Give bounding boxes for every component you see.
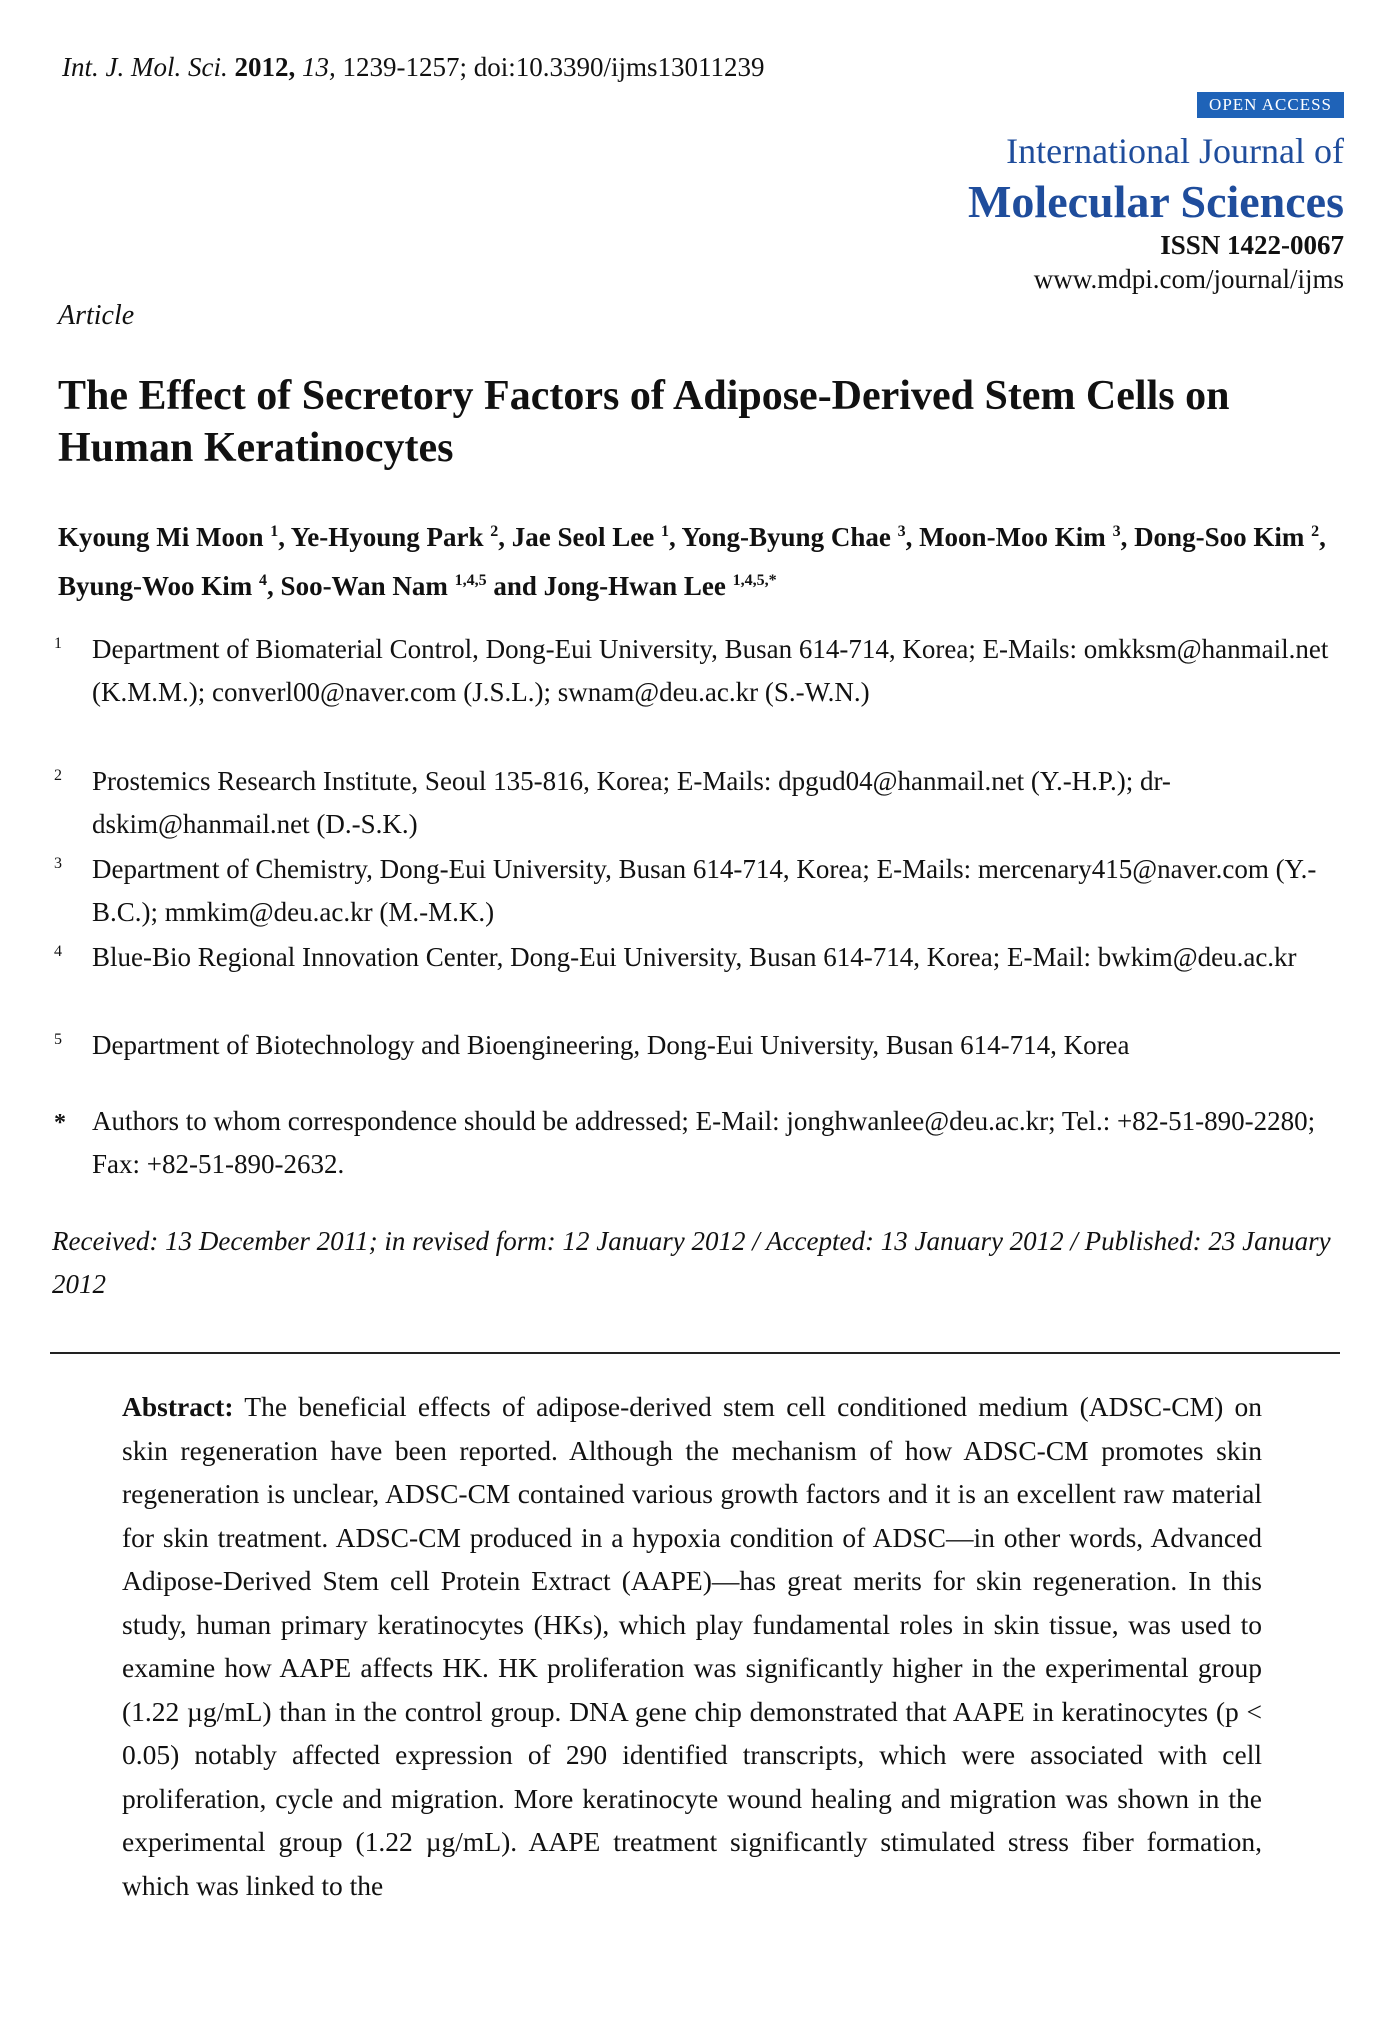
journal-website-link[interactable]: www.mdpi.com/journal/ijms [1033,264,1344,294]
author-affiliation-marker: 1 [661,523,670,540]
author-affiliation-marker: 2 [1311,523,1320,540]
open-access-badge: OPEN ACCESS [1197,92,1344,118]
citation-line [62,52,764,83]
affiliation-item [54,936,1354,979]
author-name: Jae Seol Lee [511,522,662,552]
abstract-text: The beneficial effects of adipose-derived stem cell conditioned medium (ADSC-CM) on skin regeneration have been reported. Although the mechanism of how ADSC-CM promotes skin regeneration is unclear, ADSC-CM contained various growth factors and it is an excellent raw material for skin treatment. ADSC-CM produced in a hypoxia condition of ADSC—in other words, Advanced Adipose-Derived Stem cell Protein Extract (AAPE)—has great merits for skin regeneration. In this study, human primary keratinocytes (HKs), which play fundamental roles in skin tissue, was used to examine how AAPE affects HK. HK proliferation was significantly higher in the experimental group (1.22 µg/mL) than in the control group. DNA gene chip demonstrated that AAPE in keratinocytes (p < 0.05) notably affected expression of 290 identified transcripts, which were associated with cell proliferation, cycle and migration. More keratinocyte wound healing and migration was shown in the experimental group (1.22 µg/mL). AAPE treatment significantly stimulated stress fiber formation, which was linked to the [122,1391,1262,1901]
author-list [58,510,1358,608]
author-affiliation-marker: 3 [897,523,906,540]
affiliation-text: Department of Chemistry, Dong-Eui University, Busan 614-714, Korea; E-Mails: mercenary415@naver.com (Y.-B.C.); mmkim@deu.ac.kr (M.-M.K.) [92,854,1317,927]
author-name: Soo-Wan Nam [280,571,455,601]
author-name: Dong-Soo Kim [1134,522,1312,552]
affiliation-item [54,1024,1354,1067]
publication-dates: Received: 13 December 2011; in revised form: 12 January 2012 / Accepted: 13 January 2012 / Published: 23 January 2012 [52,1226,1331,1299]
author-separator: , [267,571,281,601]
affiliation-text: Department of Biomaterial Control, Dong-Eui University, Busan 614-714, Korea; E-Mails: omkksm@hanmail.net (K.M.M.); converl00@naver.com (J.S.L.); swnam@deu.ac.kr (S.-W.N.) [92,634,1329,707]
author-affiliation-marker: 3 [1112,523,1121,540]
affiliation-item [54,848,1354,934]
affiliation-text: Prostemics Research Institute, Seoul 135-816, Korea; E-Mails: dpgud04@hanmail.net (Y.-H.P.); dr-dskim@hanmail.net (D.-S.K.) [92,766,1171,839]
author-name: Byung-Woo Kim [58,571,260,601]
correspondence-marker: * [54,1110,66,1136]
citation-pages-doi: 1239-1257; doi:10.3390/ijms13011239 [342,52,765,82]
affiliation-text: Blue-Bio Regional Innovation Center, Dong-Eui University, Busan 614-714, Korea; E-Mail: bwkim@deu.ac.kr [92,942,1297,972]
author-separator: , [278,522,291,552]
author-separator: and [486,571,544,601]
journal-name-line2: Molecular Sciences [968,176,1344,227]
citation-volume: 13, [301,52,336,82]
author-name: Kyoung Mi Moon [58,522,271,552]
correspondence-note [54,1100,1354,1186]
author-affiliation-marker: 1,4,5,* [732,572,777,589]
abstract [122,1385,1262,1907]
author-name: Ye-Hyoung Park [290,522,491,552]
affiliation-text: Department of Biotechnology and Bioengineering, Dong-Eui University, Busan 614-714, Korea [92,1030,1130,1060]
author-name: Moon-Moo Kim [919,522,1113,552]
affiliation-number: 4 [54,943,62,960]
author-affiliation-marker: 4 [259,572,268,589]
journal-name-line1: International Journal of [1006,131,1344,171]
abstract-label: Abstract: [122,1391,234,1422]
affiliation-number: 5 [54,1031,62,1048]
author-separator: , [498,522,512,552]
author-name: Yong-Byung Chae [681,522,898,552]
citation-year: 2012, [234,52,296,82]
affiliation-item [54,628,1354,714]
journal-issn: ISSN 1422-0067 [1160,230,1344,260]
author-affiliation-marker: 1,4,5 [454,572,487,589]
author-affiliation-marker: 2 [490,523,499,540]
author-affiliation-marker: 1 [270,523,279,540]
correspondence-text: Authors to whom correspondence should be addressed; E-Mail: jonghwanlee@deu.ac.kr; Tel.: +82-51-890-2280; Fax: +82-51-890-2632. [92,1106,1316,1179]
section-divider [50,1352,1340,1354]
affiliation-item [54,760,1354,846]
affiliation-number: 3 [54,855,62,872]
author-separator: , [1319,522,1326,552]
affiliation-number: 2 [54,767,62,784]
author-separator: , [905,522,920,552]
affiliation-number: 1 [54,635,62,652]
author-name: Jong-Hwan Lee [543,571,733,601]
paper-title: The Effect of Secretory Factors of Adipose-Derived Stem Cells on Human Keratinocytes [58,373,1230,471]
citation-journal: Int. J. Mol. Sci. [62,52,228,82]
article-type-label: Article [58,300,135,331]
author-separator: , [1120,522,1135,552]
author-separator: , [669,522,682,552]
